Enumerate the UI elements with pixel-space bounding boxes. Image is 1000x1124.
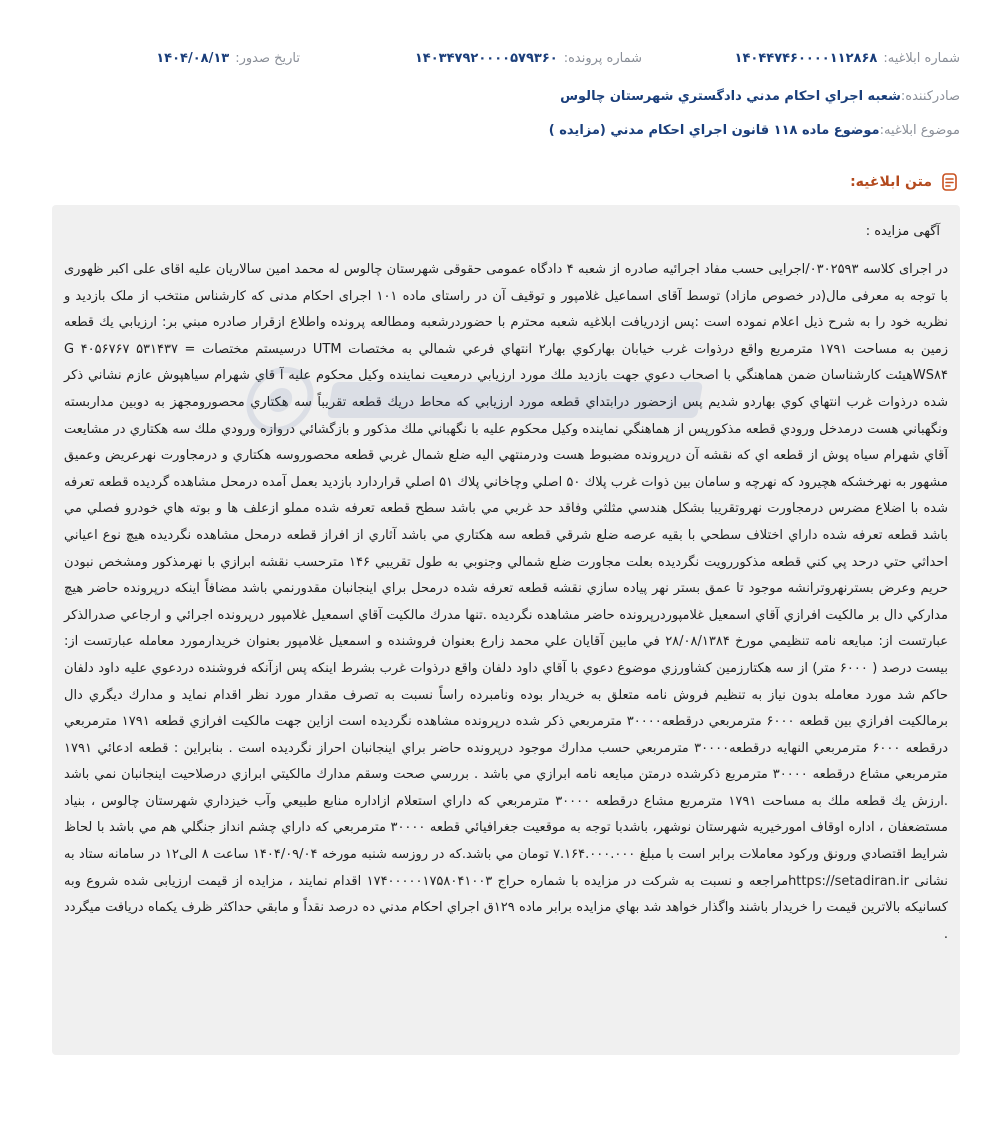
notice-number bbox=[735, 51, 960, 66]
issue-date-value: ۱۴۰۴/۰۸/۱۳ bbox=[156, 50, 230, 66]
file-number-label: شماره پرونده: bbox=[563, 50, 642, 66]
issue-date-label: تاریخ صدور: bbox=[235, 50, 300, 66]
auction-body-text: در اجرای کلاسه ۰۳۰۲۵۹۳/اجرایی حسب مفاد اجرائیه صادره از شعبه ۴ دادگاه عمومی حقوقی شهرستان چالوس له محمد امین سالاریان علیه اقای علی اکبر ظهوری با توجه به معرفی مال(در خصوص مازاد) توسط آقای اسماعیل غلامپور و توقیف آن در راستای ماده ۱۰۱ اجرای احکام مدنی که کارشناس منتخب از ملک بازدید و نظریه خود را به شرح ذیل اعلام نموده است :پس ازدریافت ابلاغیه شعبه محترم با حضوردرشعبه ومطالعه پرونده واطلاع ازقرار صادره مبني بر: ارزيابي يك قطعه زمين به مساحت ۱۷۹۱ مترمربع واقع درذوات غرب خيابان بهاركوي بهار۲ انتهاي فرعي شمالي به مختصات UTM درسيستم مختصات G ۴۰۵۶۷۶۷ ۵۳۱۴۳۷ = WS۸۴هيئت كارشناسان ضمن هماهنگي با اصحاب دعوي جهت بازديد ملك مورد ارزيابي درمعيت نماينده وكيل محكوم عليه آ قاي شهرام سياهپوش عازم نشاني ذكر شده درذوات غرب انتهاي كوي بهاردو شديم پس ازحضور درابتداي قطعه مورد ارزيابي كه محاط دريك قطعه تقريباً سه هكتاري محصورومجهز به دوبين مداربسته ونگهباني هست درمدخل ورودي قطعه مذكورپس از هماهنگي نماينده وكيل محكوم عليه با نگهباني ملك مذكور و بازگشائي دروازه ورودي ملك سه هكتاري در مشايعت آقاي شهرام سياه پوش از قطعه اي كه نقشه آن درپرونده مضبوط هست ودرمنتهي اليه ضلع شمال غربي قطعه محصوروسه هكتاري و درمجاورت نهرعريض وعميق مشهور به نهرخشكه هچيرود كه نهرچه و سامان بين ذوات غرب پلاك ۵۰ اصلي وچاخاني پلاك ۵۱ اصلي قراردارد بازديد بعمل آمده درمحل مشاهده گرديده قطعه تعرفه شده با اضلاع مضرس درمجاورت نهروتقريبا بشكل هندسي مثلثي وفاقد حد غربي مي باشد سطح قطعه تعرفه شده مملو ازعلف ها و بوته هاي خودرو فصلي مي باشد قطعه تعرفه شده داراي اختلاف سطحي با بقيه عرصه ضلع شرقي قطعه سه هكتاري مي باشد آثاري از افراز قطعه درمحل مشاهده نگرديده هيچ نوع اعياني احداثي حتي درحد پي كني قطعه مذكوررويت نگرديده بعلت مجاورت ضلع شمالي وجنوبي به طول تقريبي ۱۴۶ مترحسب نقشه ابرازي با نهرمذكور ومشخص نبودن حريم وعرض بسترنهروترانشه موجود تا عمق بستر نهر پياده سازي نقشه قطعه تعرفه شده درمحل براي اينجانبان مقدورنمي باشد مضافاً اينكه درپرونده حاضر هيچ مداركي دال بر مالكيت افرازي آقاي اسمعيل غلامپوردرپرونده حاضر مشاهده نگرديده .تنها مدرك مالكيت آقاي اسمعيل غلامپور درپرونده اجرائي و ارجاعي صدرالذكر عبارتست از: مبايعه نامه تنظيمي مورخ ۲۸/۰۸/۱۳۸۴ في مابين آقايان علي محمد زارع بعنوان فروشنده و اسمعيل غلامپور بعنوان خريدارمورد معامله عبارتست از: بيست درصد ( ۶۰۰۰ متر) از سه هكتارزمين كشاورزي موضوع دعوي با آقاي داود دلفان واقع درذوات غرب بشرط اينكه پس ازآنكه فروشنده دردعوي عليه داود دلفان حاكم شد مورد معامله بدون نياز به تنظيم فروش نامه متعلق به خريدار بوده ونامبرده راساً نسبت به تصرف مقدار مورد نظر اقدام نمايد و مدارك ديگري دال برمالكيت افرازي بين قطعه ۶۰۰۰ مترمربعي درقطعه۳۰۰۰۰ مترمربعي ذكر شده درپرونده مشاهده نگرديده است ازاين جهت مالكيت افرازي قطعه ۱۷۹۱ مترمربعي درقطعه ۶۰۰۰ مترمربعي النهايه درقطعه۳۰۰۰۰ مترمربعي حسب مدارك موجود درپرونده حاضر براي اينجانبان احراز نگرديده است . بنابراين : قطعه ادعائي ۱۷۹۱ مترمربعي مشاع درقطعه ۳۰۰۰۰ مترمربع ذكرشده درمتن مبايعه نامه ابرازي مي باشد . بررسي صحت وسقم مدارك مالكيتي ابرازي درصلاحيت اينجانبان نمي باشد .ارزش يك قطعه ملك به مساحت ۱۷۹۱ مترمربع مشاع درقطعه ۳۰۰۰۰ مترمربعي كه داراي استعلام ازاداره منابع طبيعي وآب خيزداري شهرستان چالوس ، بنياد مستضعفان ، اداره اوقاف امورخيريه شهرستان نوشهر، باشدبا توجه به موقعيت جغرافيائي قطعه ۳۰۰۰۰ مترمربعي كه داراي چشم انداز جنگلي هم مي باشد با لحاظ شرايط اقتصادي ورونق وركود معاملات برابر است با مبلغ ۷.۱۶۴.۰۰۰.۰۰۰ تومان مي باشد.كه در روزسه شنبه مورخه ۱۴۰۴/۰۹/۰۴ ساعت ۸ الی۱۲ در سامانه ستاد به نشانی https://setadiran.irمراجعه و نسبت به شرکت در مزایده با شماره حراج ۱۷۴۰۰۰۰۰۱۷۵۸۰۴۱۰۰۳ اقدام نمایند ، مزایده از قیمت ارزیابی شده شروع وبه کسانیکه بالاترین قیمت را خریدار باشند واگذار خواهد شد بهاي مزايده برابر ماده ۱۲۹ق اجراي احكام مدني ده درصد نقداً و مابقي حداكثر ظرف يكماه دريافت ميگردد . bbox=[64, 262, 949, 942]
file-number-value: ۱۴۰۳۴۷۹۲۰۰۰۰۵۷۹۳۶۰ bbox=[414, 50, 558, 66]
subject-label: موضوع ابلاغيه: bbox=[879, 122, 960, 138]
subject-line bbox=[40, 120, 960, 140]
issuer-value: شعبه اجراي احكام مدني دادگستري شهرستان چالوس bbox=[560, 88, 901, 104]
notice-meta-row bbox=[40, 48, 960, 68]
notice-text-section-title bbox=[850, 170, 960, 194]
issuer-label: صادرکننده: bbox=[900, 88, 960, 104]
section-title-text: متن ابلاغیه: bbox=[850, 174, 932, 190]
issue-date bbox=[156, 51, 300, 66]
document-icon bbox=[940, 172, 960, 192]
notice-text-box bbox=[52, 205, 960, 1055]
notice-number-label: شماره ابلاغیه: bbox=[883, 50, 960, 66]
issuer-line bbox=[40, 86, 960, 106]
subject-value: موضوع ماده ۱۱۸ قانون اجراي احكام مدني (مزايده ) bbox=[548, 122, 880, 138]
file-number bbox=[415, 51, 642, 66]
auction-heading: آگهی مزایده : bbox=[865, 224, 940, 239]
notice-number-value: ۱۴۰۴۴۷۴۶۰۰۰۰۱۱۲۸۶۸ bbox=[734, 50, 878, 66]
